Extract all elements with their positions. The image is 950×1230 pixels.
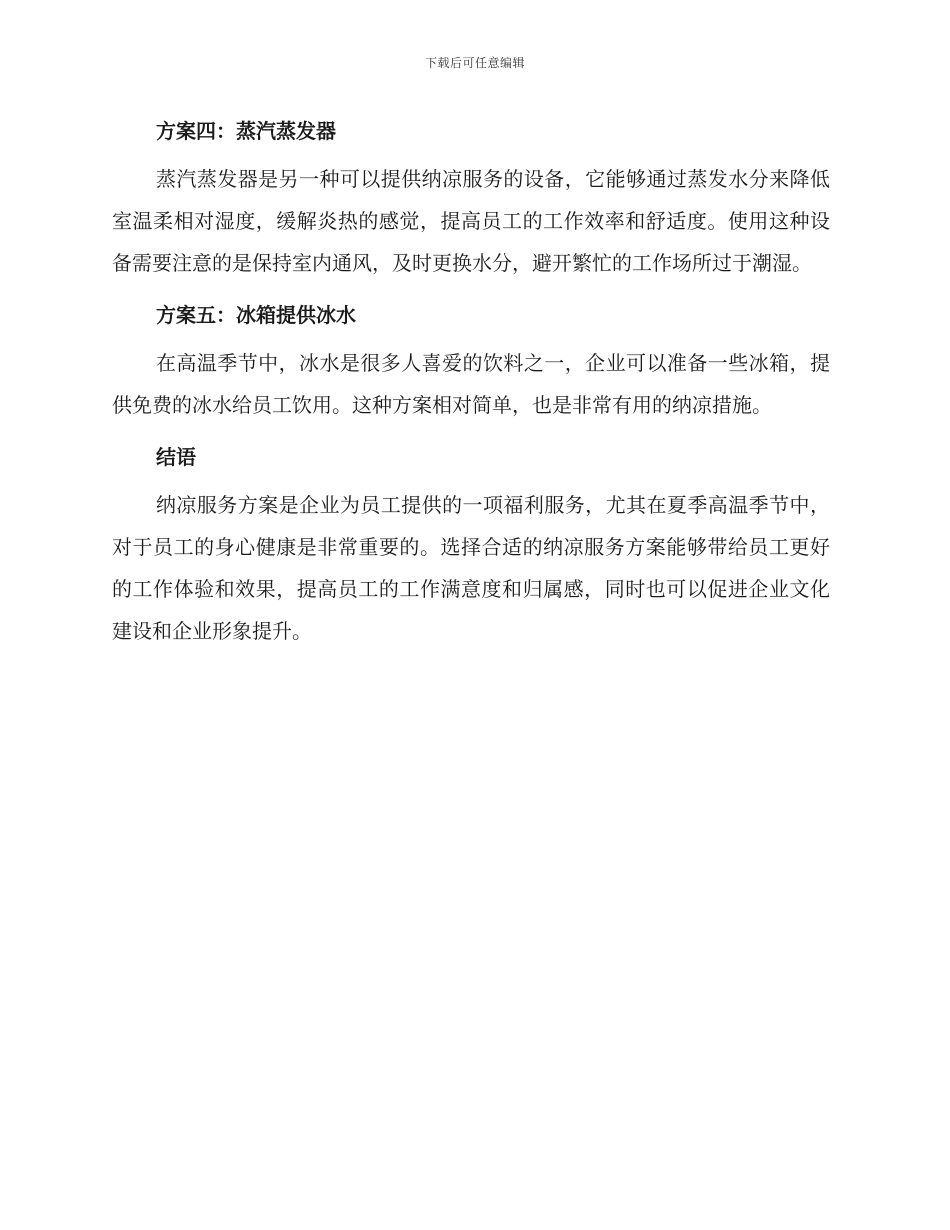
- section-heading-plan-four: 方案四：蒸汽蒸发器: [156, 119, 336, 143]
- section-heading-plan-five: 方案五：冰箱提供冰水: [156, 303, 356, 327]
- page-header: 下载后可任意编辑: [424, 56, 525, 70]
- section-heading-conclusion: 结语: [156, 445, 196, 469]
- document-body: [112, 110, 830, 662]
- section-paragraph-plan-five: 在高温季节中，冰水是很多人喜爱的饮料之一，企业可以准备一些冰箱，提供免费的冰水给员工饮用。这种方案相对简单，也是非常有用的纳凉措施。: [112, 351, 830, 417]
- section-paragraph-conclusion: 纳凉服务方案是企业为员工提供的一项福利服务，尤其在夏季高温季节中，对于员工的身心健康是非常重要的。选择合适的纳凉服务方案能够带给员工更好的工作体验和效果，提高员工的工作满意度和归属感，同时也可以促进企业文化建设和企业形象提升。: [112, 493, 830, 643]
- section-paragraph-plan-four: 蒸汽蒸发器是另一种可以提供纳凉服务的设备，它能够通过蒸发水分来降低室温柔相对湿度，缓解炎热的感觉，提高员工的工作效率和舒适度。使用这种设备需要注意的是保持室内通风，及时更换水分，避开繁忙的工作场所过于潮湿。: [112, 167, 830, 275]
